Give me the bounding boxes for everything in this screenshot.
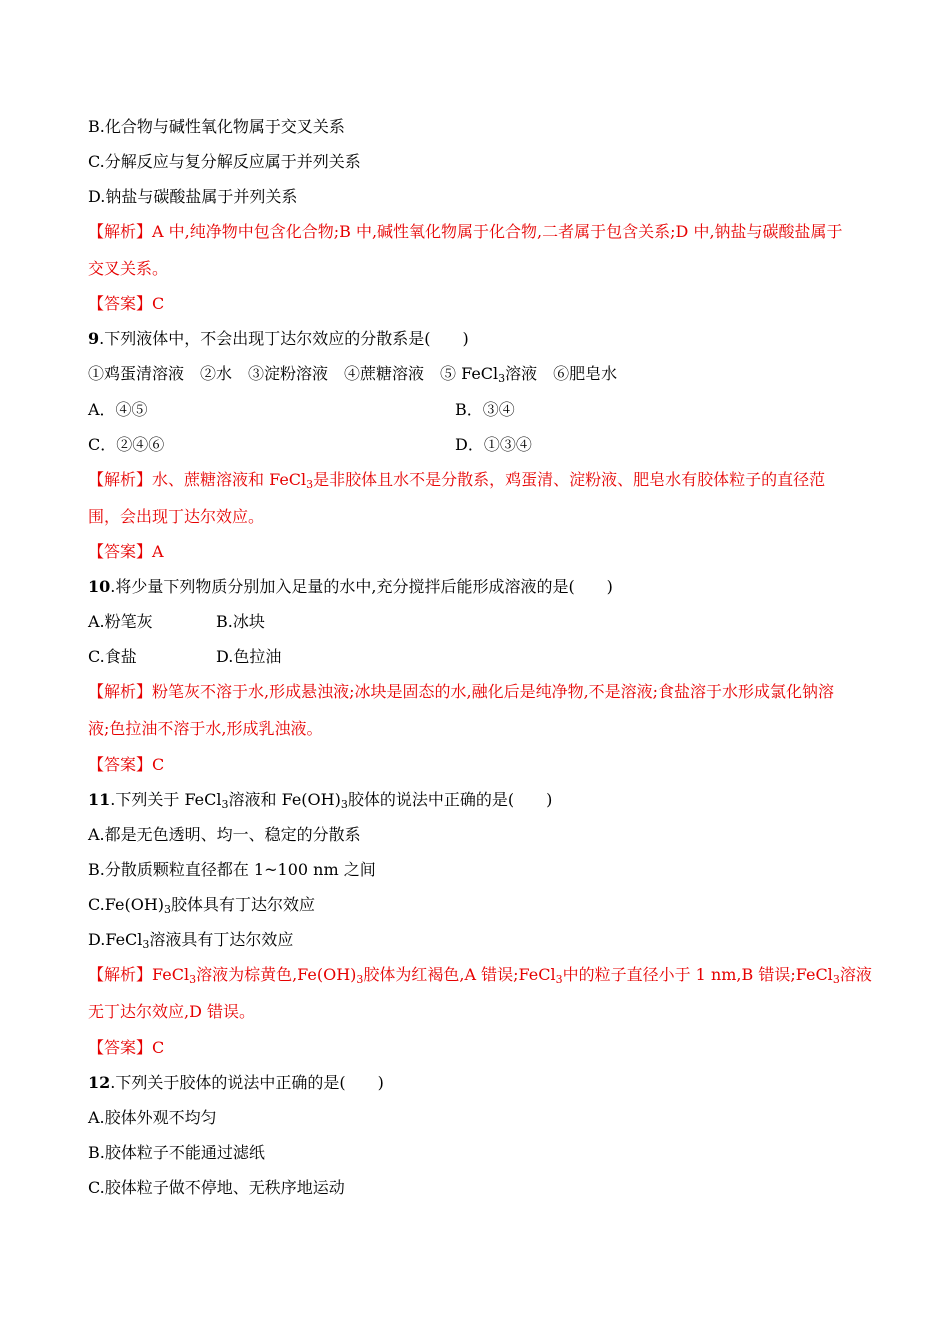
q10-analysis-line2: 液;色拉油不溶于水,形成乳浊液。 bbox=[88, 719, 323, 738]
q11-analysis-s2: 3 bbox=[356, 973, 364, 986]
q10-stem bbox=[88, 577, 613, 597]
q12-number: 12 bbox=[88, 1073, 111, 1092]
q11-option-b: B.分散质颗粒直径都在 1~100 nm 之间 bbox=[88, 860, 376, 879]
q11-stem-c: 胶体的说法中正确的是( ) bbox=[347, 790, 553, 809]
q11-option-c-sub: 3 bbox=[164, 903, 172, 916]
q9-analysis-line2: 围，会出现丁达尔效应。 bbox=[88, 507, 265, 526]
q11-stem bbox=[88, 790, 552, 815]
q12-option-a: A.胶体外观不均匀 bbox=[88, 1108, 217, 1127]
q9-option-c: C．②④⑥ bbox=[88, 435, 165, 454]
q9-number: 9 bbox=[88, 329, 100, 348]
q11-number: 11 bbox=[88, 790, 111, 809]
q10-option-b: B.冰块 bbox=[216, 612, 265, 631]
q8-answer: 【答案】C bbox=[88, 294, 165, 313]
q9-analysis-b: 是非胶体且水不是分散系，鸡蛋清、淀粉液、肥皂水有胶体粒子的直径范 bbox=[313, 470, 826, 489]
q9-answer: 【答案】A bbox=[88, 542, 164, 561]
q10-option-a: A.粉笔灰 bbox=[88, 612, 153, 631]
q11-stem-b: 溶液和 Fe(OH) bbox=[228, 790, 341, 809]
q10-options-row2 bbox=[88, 647, 282, 667]
q9-items bbox=[88, 364, 617, 389]
q11-answer: 【答案】C bbox=[88, 1038, 165, 1057]
q9-items-b: 溶液 ⑥肥皂水 bbox=[505, 364, 618, 383]
q11-option-d-a: D.FeCl bbox=[88, 930, 143, 949]
q9-stem bbox=[88, 329, 469, 349]
q11-analysis-s4: 3 bbox=[832, 973, 840, 986]
q9-analysis-line1 bbox=[88, 470, 825, 495]
q9-items-a: ①鸡蛋清溶液 ②水 ③淀粉溶液 ④蔗糖溶液 ⑤ FeCl bbox=[88, 364, 499, 383]
q11-analysis-a: 【解析】FeCl bbox=[88, 965, 190, 984]
q8-option-b: B.化合物与碱性氧化物属于交叉关系 bbox=[88, 117, 345, 136]
q11-option-d-b: 溶液具有丁达尔效应 bbox=[149, 930, 294, 949]
q11-stem-a: .下列关于 FeCl bbox=[110, 790, 222, 809]
q9-option-a: A．④⑤ bbox=[88, 400, 148, 419]
q11-analysis-line2: 无丁达尔效应,D 错误。 bbox=[88, 1002, 256, 1021]
q9-option-b: B．③④ bbox=[455, 400, 515, 419]
q10-number: 10 bbox=[88, 577, 111, 596]
q10-option-c: C.食盐 bbox=[88, 647, 137, 666]
q9-analysis-a: 【解析】水、蔗糖溶液和 FeCl bbox=[88, 470, 307, 489]
q11-analysis-s1: 3 bbox=[189, 973, 197, 986]
q11-option-d-sub: 3 bbox=[142, 938, 150, 951]
q9-items-sub: 3 bbox=[498, 372, 506, 385]
q11-option-c-a: C.Fe(OH) bbox=[88, 895, 165, 914]
q11-option-c-b: 胶体具有丁达尔效应 bbox=[171, 895, 316, 914]
q11-stem-sub1: 3 bbox=[221, 798, 229, 811]
q12-option-b: B.胶体粒子不能通过滤纸 bbox=[88, 1143, 265, 1162]
q9-stem-text: .下列液体中，不会出现丁达尔效应的分散系是( ) bbox=[99, 329, 469, 348]
q10-answer: 【答案】C bbox=[88, 755, 165, 774]
q11-option-d bbox=[88, 930, 293, 955]
q10-option-d: D.色拉油 bbox=[216, 647, 282, 666]
q11-analysis-b: 溶液为棕黄色,Fe(OH) bbox=[196, 965, 357, 984]
q8-option-d: D.钠盐与碳酸盐属于并列关系 bbox=[88, 187, 298, 206]
q10-stem-text: .将少量下列物质分别加入足量的水中,充分搅拌后能形成溶液的是( ) bbox=[110, 577, 613, 596]
q11-analysis-line1 bbox=[88, 965, 872, 990]
q12-stem bbox=[88, 1073, 384, 1093]
q12-option-c: C.胶体粒子做不停地、无秩序地运动 bbox=[88, 1178, 345, 1197]
q8-option-c: C.分解反应与复分解反应属于并列关系 bbox=[88, 152, 361, 171]
q11-option-c bbox=[88, 895, 315, 920]
q11-analysis-d: 中的粒子直径小于 1 nm,B 错误;FeCl bbox=[562, 965, 833, 984]
q12-stem-text: .下列关于胶体的说法中正确的是( ) bbox=[110, 1073, 384, 1092]
q11-option-a: A.都是无色透明、均一、稳定的分散系 bbox=[88, 825, 361, 844]
q9-options-row1 bbox=[88, 400, 515, 420]
q9-analysis-sub: 3 bbox=[306, 478, 314, 491]
q10-options-row1 bbox=[88, 612, 265, 632]
q11-analysis-s3: 3 bbox=[555, 973, 563, 986]
q9-options-row2 bbox=[88, 435, 532, 455]
q9-option-d: D．①③④ bbox=[455, 435, 532, 454]
q8-analysis-line1: 【解析】A 中,纯净物中包含化合物;B 中,碱性氧化物属于化合物,二者属于包含关系;D 中,钠盐与碳酸盐属于 bbox=[88, 222, 843, 241]
q11-analysis-c: 胶体为红褐色,A 错误;FeCl bbox=[363, 965, 556, 984]
q11-stem-sub2: 3 bbox=[340, 798, 348, 811]
q8-analysis-line2: 交叉关系。 bbox=[88, 259, 169, 278]
q10-analysis-line1: 【解析】粉笔灰不溶于水,形成悬浊液;冰块是固态的水,融化后是纯净物,不是溶液;食盐溶于水形成氯化钠溶 bbox=[88, 682, 835, 701]
q11-analysis-e: 溶液 bbox=[839, 965, 872, 984]
